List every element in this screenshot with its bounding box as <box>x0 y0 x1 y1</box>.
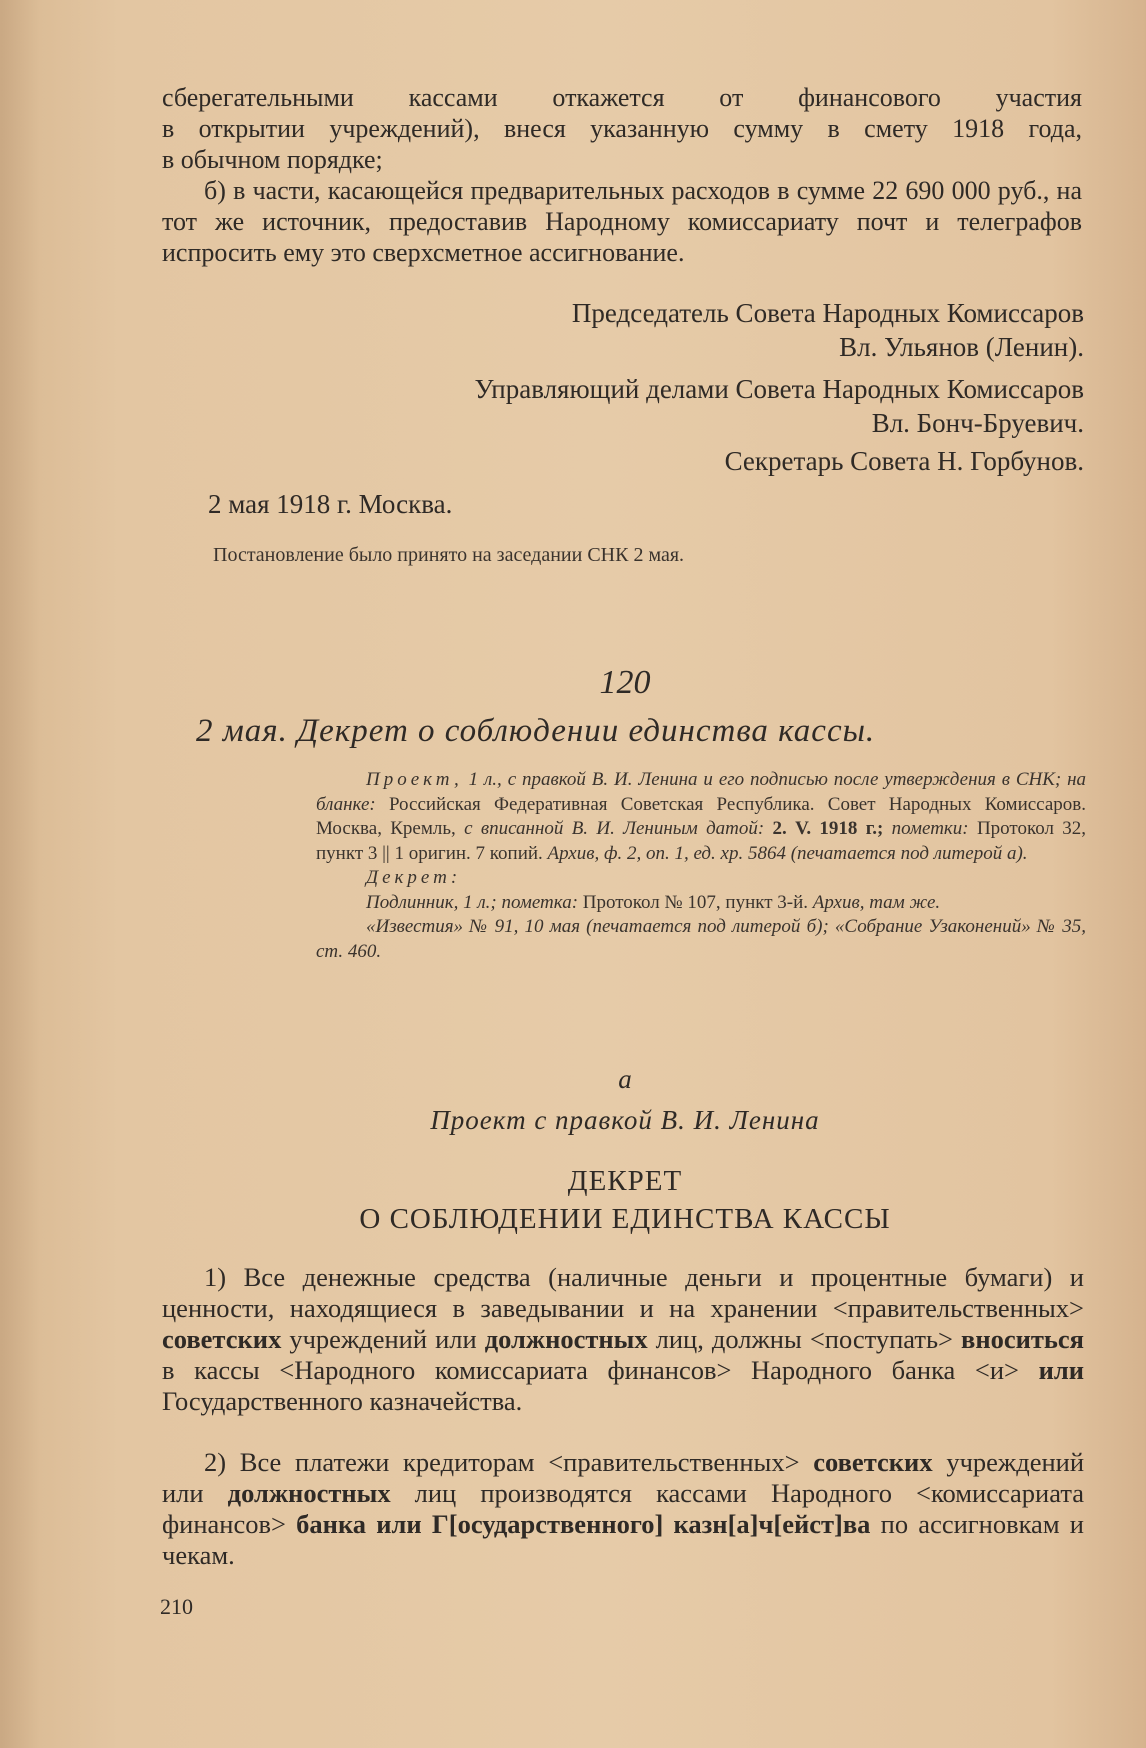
paragraph-b: б) в части, касающейся предварительных расходов в сумме 22 690 000 руб., на тот же источник, предоставив Народному комиссариату почт и телеграфов испросить ему это сверхсметное ассигнование. <box>162 176 1082 267</box>
manager-title: Управляющий делами Совета Народных Комиссаров <box>474 374 1084 404</box>
line-2: в открытии учреждений), внеся указанную сумму в смету 1918 года, <box>162 114 1082 143</box>
p1-t6: лиц, должны <box>655 1324 802 1354</box>
source-project-desc: 1 л., с правкой В. И. Ленина и его подписью после утверждения в СНК; на бланке: <box>316 769 1087 815</box>
p2-t4: учреждений или <box>162 1447 1085 1508</box>
source-project <box>316 768 1086 866</box>
p1-t2: <правительственных> <box>832 1293 1084 1323</box>
p1-t3: советских <box>162 1324 282 1354</box>
source-project-dated: с вписанной В. И. Лениным датой: <box>464 818 765 839</box>
source-project-blank: Российская Федеративная Советская Республика. Совет Народных Комиссаров. Москва, Кремль, <box>316 793 1087 839</box>
p2-t9: по ассигновкам и чекам. <box>162 1509 1084 1570</box>
source-notes <box>316 768 1086 964</box>
p1-t7: <поступать> <box>809 1324 953 1354</box>
source-decree <box>316 866 1086 891</box>
document-number: 120 <box>599 664 651 701</box>
p1-t9: в кассы <box>162 1355 260 1385</box>
p2-t1: 2) Все платежи кредиторам <box>204 1447 535 1477</box>
date-place: 2 мая 1918 г. Москва. <box>208 489 453 519</box>
document-heading: 2 мая. Декрет о соблюдении единства кассы. <box>196 713 876 749</box>
p1-t5: должностных <box>484 1324 648 1354</box>
p1-t4: учреждений или <box>289 1324 477 1354</box>
p2-t3: советских <box>813 1447 933 1477</box>
p1-t11: Народного банка <box>751 1355 956 1385</box>
line-1: сберегательными кассами откажется от финансового участия <box>162 83 1082 112</box>
p1-t8: вноситься <box>961 1324 1085 1354</box>
p1-t14: Государственного казначейства. <box>162 1386 523 1416</box>
source-project-date: 2. V. 1918 г.; <box>772 818 884 839</box>
chairman-signature <box>162 296 1084 364</box>
adoption-note: Постановление было принято на заседании СНК 2 мая. <box>213 544 685 566</box>
source-original-a: Подлинник, 1 л.; пометка: <box>366 891 579 913</box>
source-project-protocol: Протокол 32, пункт 3 || 1 оригин. 7 копий. <box>316 818 1087 864</box>
p1-t1: 1) Все денежные средства (наличные деньги и процентные бумаги) и ценности, находящиеся в заведывании и на хранении <box>162 1262 1084 1323</box>
manager-name: Вл. Бонч-Бруевич. <box>871 408 1084 438</box>
p1-t13: или <box>1038 1355 1085 1385</box>
source-decree-label: Декрет: <box>366 867 462 888</box>
chairman-title: Председатель Совета Народных Комиссаров <box>571 298 1084 328</box>
decree-paragraph-2 <box>162 1447 1084 1571</box>
chairman-name: Вл. Ульянов (Ленин). <box>839 332 1084 362</box>
p1-t10: <Народного комиссариата финансов> <box>279 1355 732 1385</box>
manager-signature <box>162 372 1084 440</box>
p2-t6: лиц производятся кассами Народного <box>414 1478 892 1508</box>
source-original-c: Архив, там же. <box>812 891 941 913</box>
source-original-b: Протокол № 107, пункт 3-й. <box>582 891 809 913</box>
decree-title-line-1: ДЕКРЕТ <box>567 1165 683 1197</box>
decree-title-line-2: О СОБЛЮДЕНИИ ЕДИНСТВА КАССЫ <box>359 1203 891 1235</box>
p2-t8: банка или Г[осударственного] казн[а]ч[ейст]ва <box>296 1509 871 1539</box>
secretary-signature: Секретарь Совета Н. Горбунов. <box>724 446 1084 476</box>
line-3: в обычном порядке; <box>162 145 383 174</box>
source-publications: «Известия» № 91, 10 мая (печатается под литерой б); «Собрание Узаконений» № 35, ст. 460. <box>316 916 1086 962</box>
source-project-marks: пометки: <box>891 818 969 839</box>
p1-t12: <и> <box>974 1355 1019 1385</box>
decree-paragraph-1 <box>162 1262 1084 1417</box>
section-letter: а <box>618 1064 632 1094</box>
source-original <box>316 891 1086 916</box>
p2-t5: должностных <box>227 1478 391 1508</box>
subheading: Проект с правкой В. И. Ленина <box>430 1105 820 1135</box>
p2-t2: <правительственных> <box>548 1447 800 1477</box>
source-project-label: Проект, <box>366 769 463 790</box>
page-number: 210 <box>160 1594 193 1619</box>
source-project-archive: Архив, ф. 2, оп. 1, ед. хр. 5864 (печатается под литерой а). <box>547 842 1028 864</box>
p2-t7: <комиссариата финансов> <box>162 1478 1084 1539</box>
continuation-text <box>162 82 1082 175</box>
